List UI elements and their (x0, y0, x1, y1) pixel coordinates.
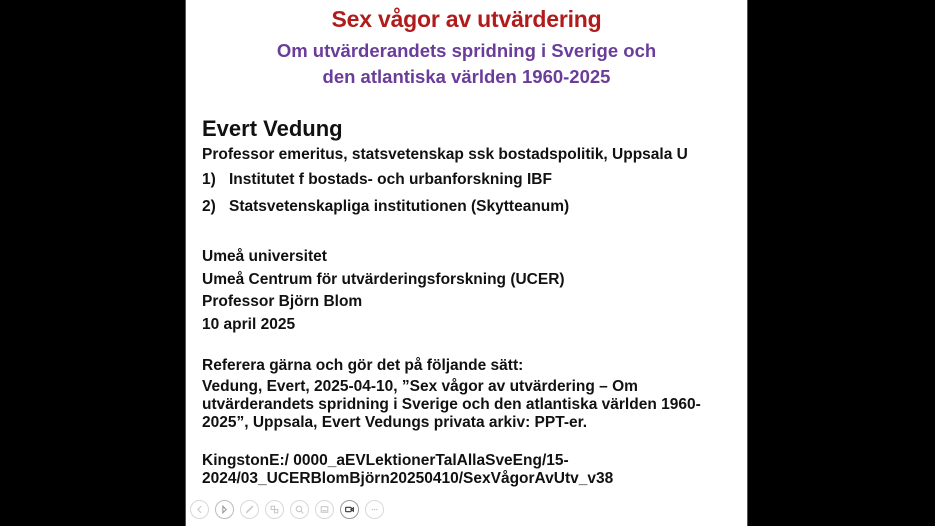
pen-icon (244, 504, 255, 515)
slide-subtitle (186, 38, 747, 90)
camera-button[interactable] (340, 500, 359, 519)
file-path-block (202, 452, 737, 488)
list-number: 2) (202, 198, 216, 215)
chevron-left-icon (194, 504, 205, 515)
file-path-line-1: KingstonE:/ 0000_aEVLektionerTalAllaSveEng/15- (202, 452, 569, 469)
institution-list (202, 170, 737, 224)
subtitles-icon (319, 504, 330, 515)
list-number: 1) (202, 171, 216, 188)
slide-title: Sex vågor av utvärdering (331, 6, 602, 32)
slideshow-controls (190, 500, 384, 519)
institution-item (202, 197, 737, 224)
reference-block (202, 355, 737, 432)
reference-line-1: Vedung, Evert, 2025-04-10, ”Sex vågor av utvärdering – Om (202, 378, 638, 395)
venue-host: Professor Björn Blom (202, 293, 363, 310)
author-affiliation: Professor emeritus, statsvetenskap ssk bostadspolitik, Uppsala U (202, 146, 688, 163)
venue-centre: Umeå Centrum för utvärderingsforskning (UCER) (202, 270, 565, 288)
institution-label: Institutet f bostads- och urbanforskning IBF (229, 171, 552, 188)
venue-date: 10 april 2025 (202, 315, 296, 333)
institution-item (202, 170, 737, 197)
file-path-line-2: 2024/03_UCERBlomBjörn20250410/SexVågorAvUtv_v38 (202, 470, 614, 487)
pen-button[interactable] (240, 500, 259, 519)
venue-university: Umeå universitet (202, 248, 327, 265)
reference-heading: Referera gärna och gör det på följande sätt: (202, 357, 524, 374)
video-camera-icon (344, 504, 355, 515)
see-all-slides-button[interactable] (265, 500, 284, 519)
reference-line-2: utvärderandets spridning i Sverige och den atlantiska världen 1960- (202, 396, 701, 413)
more-icon (369, 504, 380, 515)
subtitle-line-2: den atlantiska världen 1960-2025 (322, 66, 611, 87)
venue-block (202, 246, 737, 336)
more-options-button[interactable] (365, 500, 384, 519)
presentation-slide (185, 0, 748, 526)
next-slide-button[interactable] (215, 500, 234, 519)
reference-line-3: 2025”, Uppsala, Evert Vedungs privata arkiv: PPT-er. (202, 414, 588, 431)
magnifier-icon (294, 504, 305, 515)
previous-slide-button[interactable] (190, 500, 209, 519)
author-name: Evert Vedung (202, 116, 343, 141)
slides-grid-icon (269, 504, 280, 515)
institution-label: Statsvetenskapliga institutionen (Skytteanum) (229, 198, 570, 215)
subtitles-button[interactable] (315, 500, 334, 519)
subtitle-line-1: Om utvärderandets spridning i Sverige och (276, 40, 657, 61)
chevron-right-icon (219, 504, 230, 515)
zoom-button[interactable] (290, 500, 309, 519)
